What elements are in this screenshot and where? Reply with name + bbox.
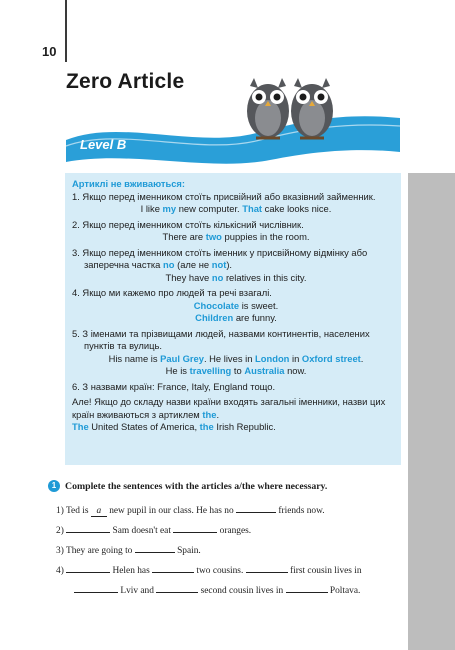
rule-1: 1. Якщо перед іменником стоїть присвійний або вказівний займенник. xyxy=(72,190,376,202)
level-label: Level B xyxy=(80,137,127,152)
blank-1a[interactable]: a xyxy=(91,506,107,517)
sentence-1: 1) Ted is a new pupil in our class. He has no friends now. xyxy=(56,506,325,516)
owl-right-icon xyxy=(291,78,333,138)
blank-3a[interactable] xyxy=(135,544,175,553)
blank-4e[interactable] xyxy=(156,584,198,593)
rule-note-example: The United States of America, the Irish Republic. xyxy=(72,421,276,432)
blank-4d[interactable] xyxy=(74,584,118,593)
rule-4-example-2: Children are funny. xyxy=(195,312,277,323)
rule-3-example: They have no relatives in this city. xyxy=(165,271,307,283)
rule-4-example-1: Chocolate is sweet. xyxy=(193,299,279,311)
rules-header: Артиклі не вживаються: xyxy=(72,178,186,189)
rule-3: 3. Якщо перед іменником стоїть іменник у присвійному відмінку або заперечна частка no (але не not). xyxy=(72,246,368,270)
rule-4: 4. Якщо ми кажемо про людей та речі взагалі. xyxy=(72,287,272,298)
rule-5-example-1: His name is Paul Grey. He lives in London in Oxford street. xyxy=(108,352,364,364)
exercise-number-badge: 1 xyxy=(48,480,60,492)
rule-6: 6. З назвами країн: France, Italy, England тощо. xyxy=(72,380,276,392)
rule-2: 2. Якщо перед іменником стоїть кількісний числівник. xyxy=(72,218,304,230)
owls-illustration xyxy=(0,0,455,175)
page-number: 10 xyxy=(42,44,57,59)
blank-2a[interactable] xyxy=(66,524,110,533)
blank-4a[interactable] xyxy=(66,564,110,573)
side-grey-strip xyxy=(408,173,455,650)
grammar-rules xyxy=(72,178,400,434)
rule-1-example: I like my new computer. That cake looks nice. xyxy=(140,203,332,214)
owl-left-icon xyxy=(247,78,289,138)
exercise-instruction: Complete the sentences with the articles a/the where necessary. xyxy=(65,481,328,492)
blank-1b[interactable] xyxy=(236,504,276,513)
sentence-3: 3) They are going to Spain. xyxy=(56,546,201,556)
blank-4b[interactable] xyxy=(152,564,194,573)
blank-2b[interactable] xyxy=(173,524,217,533)
sentence-4-continued: Lviv and second cousin lives in Poltava. xyxy=(74,584,360,596)
sentence-4: 4) Helen has two cousins. first cousin lives in xyxy=(56,566,362,576)
blank-4f[interactable] xyxy=(286,584,328,593)
rule-note: Але! Якщо до складу назви країни входять загальні іменники, назви цих країн вживаються з артиклем the. xyxy=(72,396,386,420)
rule-2-example: There are two puppies in the room. xyxy=(162,231,310,242)
rule-5-example-2: He is travelling to Australia now. xyxy=(165,365,307,376)
blank-4c[interactable] xyxy=(246,564,288,573)
sentence-2: 2) Sam doesn't eat oranges. xyxy=(56,526,252,536)
page-title: Zero Article xyxy=(66,70,185,93)
rule-5: 5. З іменами та прізвищами людей, назвами континентів, населених пунктів та вулиць. xyxy=(72,327,370,351)
